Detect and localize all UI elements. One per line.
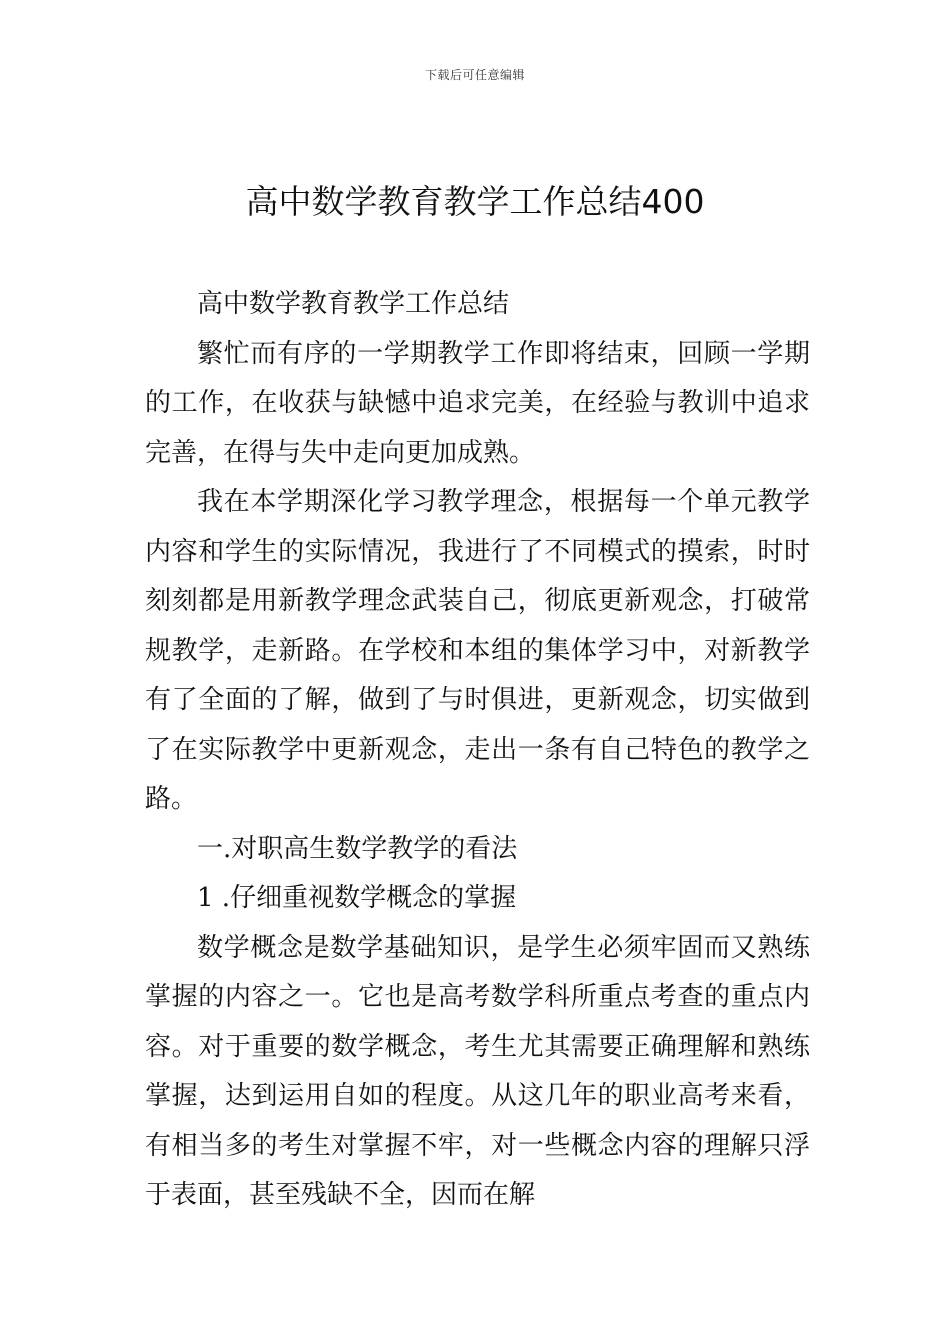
section-heading: 一.对职高生数学教学的看法 bbox=[197, 833, 518, 864]
paragraph-subtitle: 高中数学教育教学工作总结 bbox=[197, 289, 510, 319]
header-note: 下载后可任意编辑 bbox=[424, 68, 525, 82]
document-body bbox=[145, 280, 810, 1221]
paragraph-math-concepts: 数学概念是数学基础知识，是学生必须牢固而又熟练掌握的内容之一。它也是高考数学科所重点考查的重点内容。对于重要的数学概念，考生尤其需要正确理解和熟练掌握，达到运用自如的程度。从这几年的职业高考来看，有相当多的考生对掌握不牢，对一些概念内容的理解只浮于表面，甚至残缺不全，因而在解 bbox=[145, 932, 810, 1210]
subsection-heading: 1 .仔细重视数学概念的掌握 bbox=[197, 883, 517, 913]
document-title: 高中数学教育教学工作总结400 bbox=[245, 182, 705, 221]
paragraph-teaching-concept: 我在本学期深化学习教学理念，根据每一个单元教学内容和学生的实际情况，我进行了不同模式的摸索，时时刻刻都是用新教学理念武装自己，彻底更新观念，打破常规教学，走新路。在学校和本组的集体学习中，对新教学有了全面的了解，做到了与时俱进，更新观念，切实做到了在实际教学中更新观念，走出一条有自己特色的教学之路。 bbox=[145, 487, 810, 814]
paragraph-intro: 繁忙而有序的一学期教学工作即将结束，回顾一学期的工作，在收获与缺憾中追求完美，在经验与教训中追求完善，在得与失中走向更加成熟。 bbox=[145, 338, 810, 468]
